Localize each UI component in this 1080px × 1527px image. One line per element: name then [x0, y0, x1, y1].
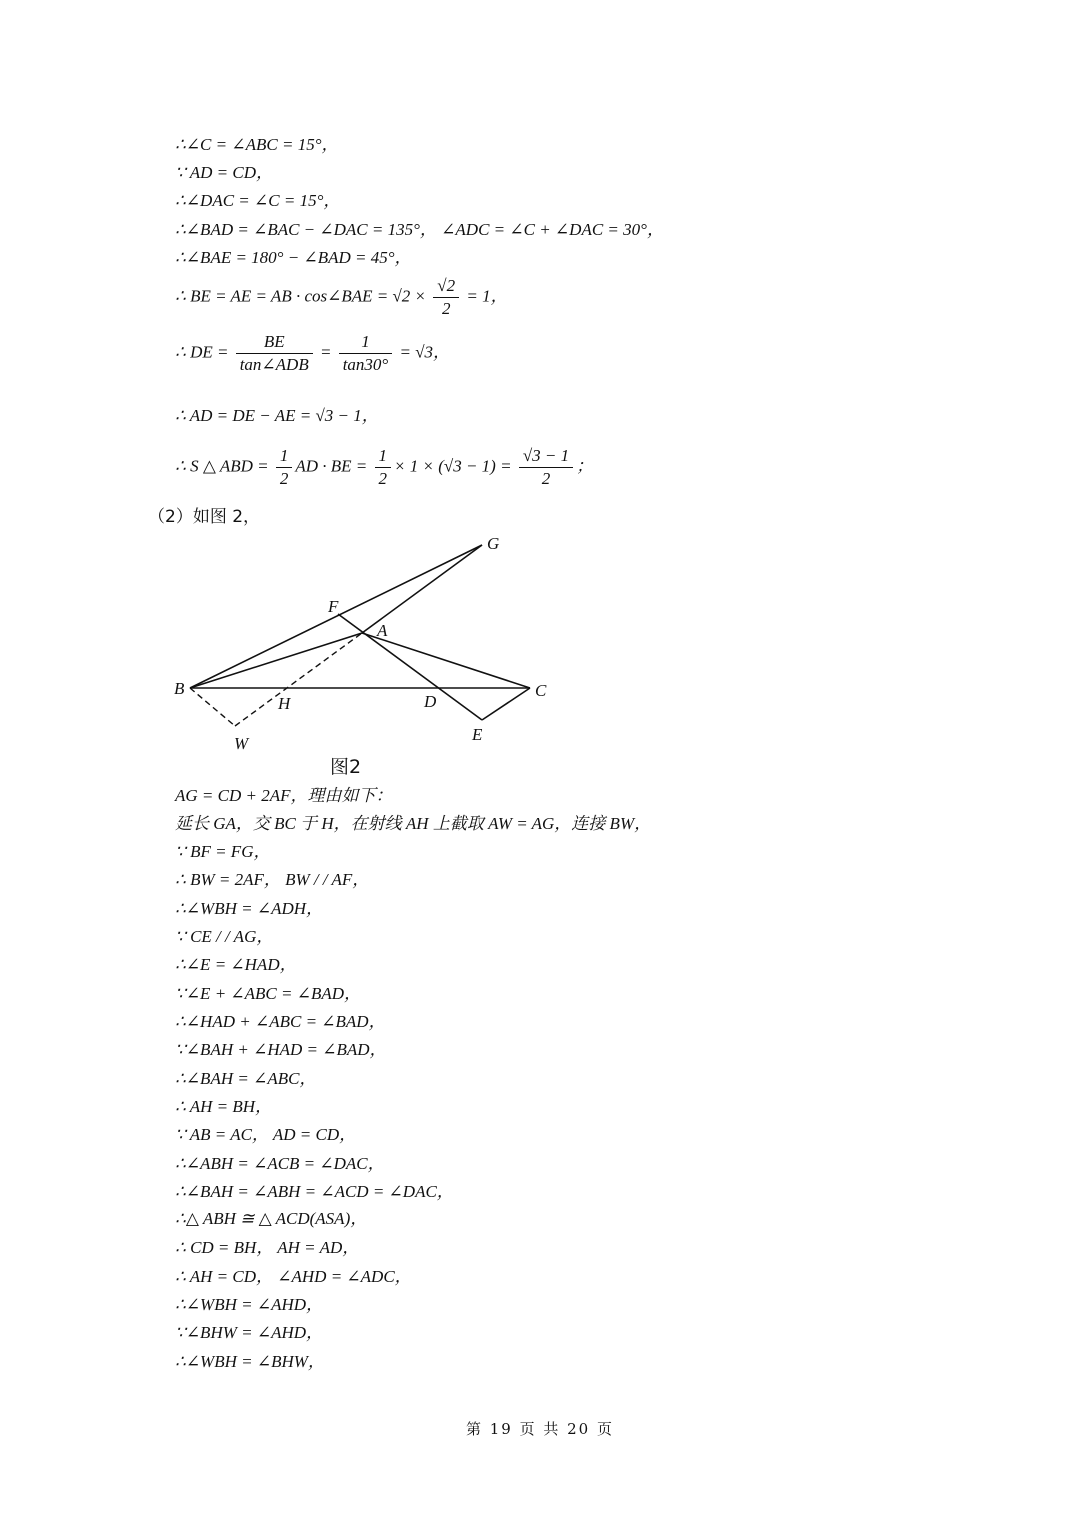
de-denominator-1: tan∠ADB — [239, 355, 309, 374]
segment-ac — [362, 633, 530, 688]
proof-line: ∴∠DAC = ∠C = 15°， — [175, 191, 341, 210]
segment-ag — [362, 545, 482, 633]
proof-line: ∵ CE / / AG， — [175, 927, 274, 946]
area-denominator-2: 2 — [378, 469, 388, 488]
figure-caption: 图2 — [330, 756, 362, 778]
label-h: H — [278, 694, 291, 713]
proof-line: ∴∠BAD = ∠BAC − ∠DAC = 135°， ∠ADC = ∠C + ∠DAC = 30°， — [175, 220, 664, 239]
label-a: A — [377, 621, 388, 640]
proof-line: ∵ BF = FG， — [175, 842, 271, 861]
proof-line: ∴∠ABH = ∠ACB = ∠DAC， — [175, 1154, 385, 1173]
area-mid: AD · BE = — [295, 456, 372, 476]
part2-heading: （2）如图 2， — [148, 507, 261, 527]
proof-line: ∴∠HAD + ∠ABC = ∠BAD， — [175, 1012, 386, 1031]
proof-line: ∴ AH = CD， ∠AHD = ∠ADC， — [175, 1267, 412, 1286]
area-suffix: ； — [576, 456, 594, 476]
label-e: E — [472, 725, 483, 744]
geometry-figure — [172, 532, 552, 754]
area-prefix: ∴ S △ ABD = — [175, 456, 273, 476]
proof-line: ∴∠BAH = ∠ABC， — [175, 1069, 317, 1088]
be-equation — [175, 276, 508, 319]
label-w: W — [234, 734, 249, 753]
de-suffix: = √3， — [395, 342, 451, 362]
proof-line: ∴∠BAH = ∠ABH = ∠ACD = ∠DAC， — [175, 1182, 454, 1201]
be-prefix: ∴ BE = AE = AB · cos∠BAE = √2 × — [175, 286, 431, 306]
segment-fe — [338, 614, 482, 720]
area-fraction-3 — [519, 446, 573, 489]
proof-line: AG = CD + 2AF，理由如下： — [175, 786, 393, 805]
proof-line: ∴△ ABH ≅ △ ACD(ASA)， — [175, 1209, 368, 1228]
de-numerator-2: 1 — [339, 332, 393, 354]
segment-wa — [235, 633, 362, 726]
be-suffix: = 1， — [462, 286, 508, 306]
proof-line: ∴ BW = 2AF， BW / / AF， — [175, 870, 370, 889]
proof-line: ∴∠WBH = ∠ADH， — [175, 899, 324, 918]
area-numerator-3: √3 − 1 — [519, 446, 573, 468]
de-fraction-1 — [236, 332, 313, 375]
area-equation — [175, 446, 593, 489]
proof-line: ∵ AB = AC， AD = CD， — [175, 1125, 357, 1144]
ad-equation: ∴ AD = DE − AE = √3 − 1， — [175, 406, 379, 425]
label-f: F — [328, 597, 339, 616]
label-c: C — [535, 681, 547, 700]
label-g: G — [487, 534, 500, 553]
de-prefix: ∴ DE = — [175, 342, 233, 362]
de-equation — [175, 332, 450, 375]
label-d: D — [424, 692, 437, 711]
segment-ba — [190, 633, 362, 688]
de-denominator-2: tan30° — [342, 355, 389, 374]
area-denominator-3: 2 — [541, 469, 551, 488]
be-denominator: 2 — [441, 299, 451, 318]
segment-bw — [190, 688, 235, 726]
area-denominator-1: 2 — [279, 469, 289, 488]
proof-line: ∴ CD = BH， AH = AD， — [175, 1238, 360, 1257]
proof-line: ∴ AH = BH， — [175, 1097, 273, 1116]
proof-line: ∵∠E + ∠ABC = ∠BAD， — [175, 984, 362, 1003]
area-fraction-1 — [276, 446, 293, 489]
page-footer: 第 19 页 共 20 页 — [465, 1420, 614, 1438]
proof-line: ∴∠C = ∠ABC = 15°， — [175, 135, 339, 154]
proof-line: ∴∠WBH = ∠AHD， — [175, 1295, 324, 1314]
area-numerator-1: 1 — [276, 446, 293, 468]
area-numerator-2: 1 — [375, 446, 392, 468]
area-mid-2: × 1 × (√3 − 1) = — [394, 456, 516, 476]
de-fraction-2 — [339, 332, 393, 375]
label-b: B — [174, 679, 185, 698]
segment-bg — [190, 545, 482, 688]
be-fraction — [433, 276, 459, 319]
de-numerator-1: BE — [236, 332, 313, 354]
proof-line: ∵∠BHW = ∠AHD， — [175, 1323, 324, 1342]
area-fraction-2 — [375, 446, 392, 489]
de-equals: = — [315, 342, 336, 362]
proof-line: ∴∠BAE = 180° − ∠BAD = 45°， — [175, 248, 412, 267]
proof-line: ∴∠E = ∠HAD， — [175, 955, 297, 974]
proof-line: ∵ AD = CD， — [175, 163, 274, 182]
proof-line: 延长 GA，交 BC 于 H，在射线 AH 上截取 AW = AG，连接 BW， — [175, 814, 652, 833]
segment-ec — [482, 688, 530, 720]
proof-line: ∴∠WBH = ∠BHW， — [175, 1352, 325, 1371]
proof-line: ∵∠BAH + ∠HAD = ∠BAD， — [175, 1040, 387, 1059]
be-numerator: √2 — [433, 276, 459, 298]
